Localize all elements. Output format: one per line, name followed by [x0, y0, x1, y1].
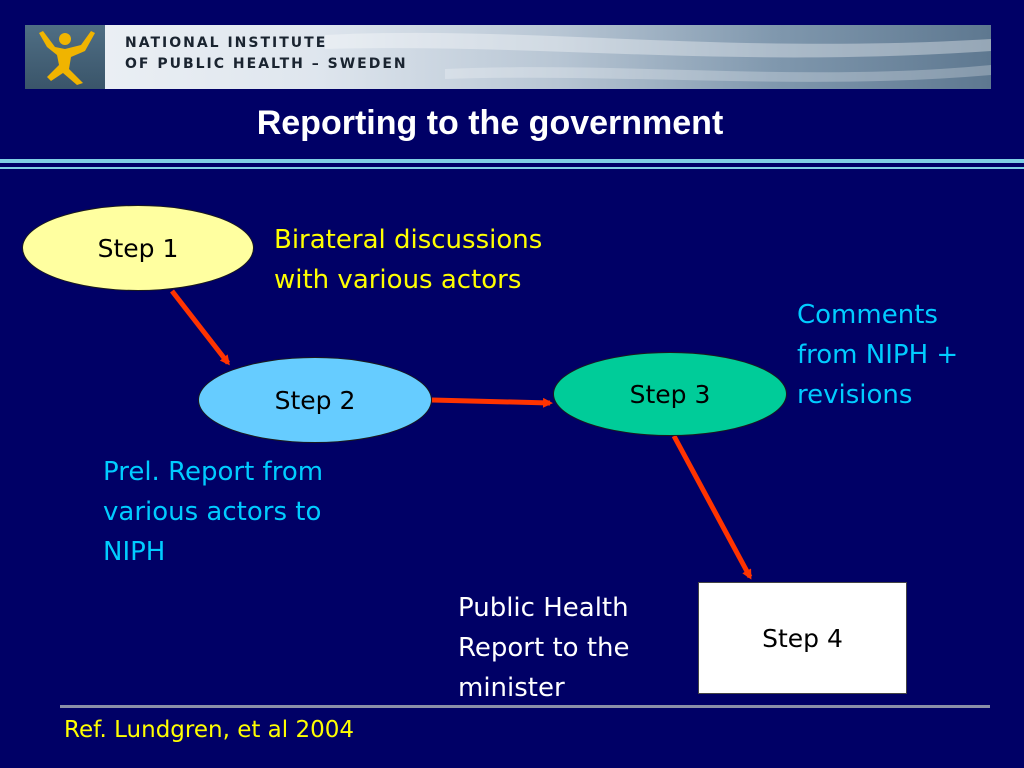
- arrow-step2-to-step3: [432, 400, 550, 403]
- step-4-node: Step 4: [698, 582, 907, 694]
- step-3-description: Comments from NIPH + revisions: [797, 300, 959, 410]
- arrow-step3-to-step4: [674, 436, 750, 577]
- org-name-line-1: NATIONAL INSTITUTE: [125, 35, 328, 51]
- reference-citation: Ref. Lundgren, et al 2004: [64, 717, 355, 743]
- org-name-line-2: OF PUBLIC HEALTH – SWEDEN: [125, 56, 408, 72]
- step-3-node: Step 3: [553, 352, 787, 436]
- slide-title: Reporting to the government: [256, 104, 724, 142]
- step-2-description: Prel. Report from various actors to NIPH: [103, 457, 324, 567]
- footer-divider: [60, 705, 990, 708]
- arrow-step1-to-step2: [172, 291, 228, 363]
- step-4-description: Public Health Report to the minister: [458, 593, 630, 703]
- step-1-description: Birateral discussions with various actors: [274, 225, 543, 295]
- step-1-node: Step 1: [22, 205, 254, 291]
- step-2-node: Step 2: [198, 357, 432, 443]
